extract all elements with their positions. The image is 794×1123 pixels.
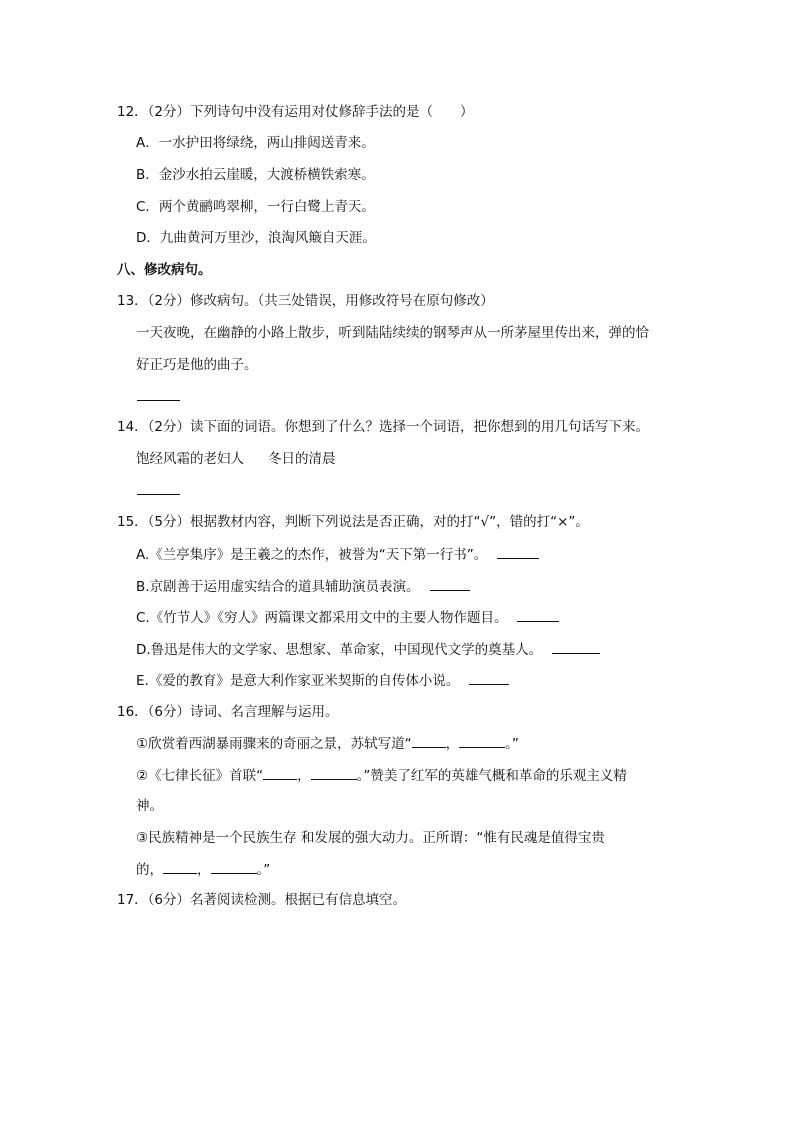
q16-item3-mid: ， bbox=[197, 862, 211, 878]
q15-stem: 15．（5分）根据教材内容，判断下列说法是否正确，对的打“√”，错的打“×”。 bbox=[117, 514, 589, 530]
q16-item2-mid: ， bbox=[297, 768, 311, 784]
q17-stem: 17．（6分）名著阅读检测。根据已有信息填空。 bbox=[117, 892, 407, 908]
q16-item2 bbox=[136, 766, 627, 784]
q15-item-e-text: E.《爱的教育》是意大利作家亚米契斯的自传体小说。 bbox=[136, 673, 460, 689]
q15-item-a-text: A.《兰亭集序》是王羲之的杰作，被誉为“天下第一行书”。 bbox=[136, 547, 488, 563]
q16-item1-post: 。” bbox=[505, 736, 519, 752]
q16-item3-blank2[interactable] bbox=[211, 860, 257, 874]
q14-stem: 14．（2分）读下面的词语。你想到了什么？选择一个词语，把你想到的用几句话写下来。 bbox=[117, 419, 650, 435]
q12-option-d: D．九曲黄河万里沙，浪淘风簸自天涯。 bbox=[136, 230, 376, 246]
q14-words bbox=[136, 450, 336, 468]
q16-item2-blank2[interactable] bbox=[311, 766, 357, 780]
q16-item3-pre: 的， bbox=[136, 862, 163, 878]
q13-text-line1: 一天夜晚，在幽静的小路上散步，听到陆陆续续的钢琴声从一所茅屋里传出来，弹的恰 bbox=[136, 325, 649, 341]
q16-item2-post: 。”赞美了红军的英雄气概和革命的乐观主义精 bbox=[356, 768, 627, 784]
q12-option-c: C．两个黄鹂鸣翠柳，一行白鹭上青天。 bbox=[136, 199, 375, 215]
q15-item-b bbox=[136, 577, 470, 595]
q16-item3-blank1[interactable] bbox=[163, 860, 197, 874]
q15-item-a bbox=[136, 545, 539, 563]
q15-item-a-blank[interactable] bbox=[497, 545, 539, 559]
q16-item1 bbox=[136, 734, 519, 752]
q13-answer-blank[interactable] bbox=[137, 400, 180, 401]
q16-item2-pre: ②《七律长征》首联“ bbox=[136, 768, 264, 784]
q15-item-e-blank[interactable] bbox=[469, 671, 509, 685]
q16-stem: 16．（6分）诗词、名言理解与运用。 bbox=[117, 704, 339, 720]
q16-item3-line2 bbox=[136, 860, 270, 878]
section-title: 八、修改病句。 bbox=[117, 262, 212, 278]
q15-item-c-text: C.《竹节人》《穷人》两篇课文都采用文中的主要人物作题目。 bbox=[136, 610, 508, 626]
q15-item-c bbox=[136, 608, 559, 626]
q13-text-line2: 好正巧是他的曲子。 bbox=[136, 357, 258, 373]
q16-item1-blank2[interactable] bbox=[459, 734, 505, 748]
q15-item-c-blank[interactable] bbox=[517, 608, 559, 622]
q16-item3-post: 。” bbox=[256, 862, 271, 878]
q15-item-e bbox=[136, 671, 509, 689]
q16-item2-line2: 神。 bbox=[136, 798, 163, 814]
q15-item-b-blank[interactable] bbox=[430, 577, 470, 591]
q15-item-d bbox=[136, 640, 600, 658]
q12-option-b: B．金沙水拍云崖暖，大渡桥横铁索寒。 bbox=[136, 167, 375, 183]
q15-item-b-text: B.京剧善于运用虚实结合的道具辅助演员表演。 bbox=[136, 579, 420, 595]
q12-option-a: A．一水护田将绿绕，两山排闼送青来。 bbox=[136, 135, 375, 151]
q14-word1: 饱经风霜的老妇人 bbox=[136, 451, 244, 467]
q16-item1-blank1[interactable] bbox=[412, 734, 446, 748]
q16-item3-line1: ③民族精神是一个民族生存 和发展的强大动力。正所谓：“惟有民魂是值得宝贵 bbox=[136, 830, 605, 846]
q14-answer-blank[interactable] bbox=[137, 494, 180, 495]
q13-stem: 13．（2分）修改病句。（共三处错误，用修改符号在原句修改） bbox=[117, 293, 494, 309]
q16-item1-pre: ①欣赏着西湖暴雨骤来的奇丽之景，苏轼写道“ bbox=[136, 736, 412, 752]
q14-word2: 冬日的清晨 bbox=[268, 451, 336, 467]
q12-stem: 12．（2分）下列诗句中没有运用对仗修辞手法的是（ ） bbox=[117, 104, 474, 120]
q15-item-d-blank[interactable] bbox=[552, 640, 600, 654]
q16-item2-blank1[interactable] bbox=[263, 766, 297, 780]
q16-item1-mid: ， bbox=[445, 736, 460, 752]
q15-item-d-text: D.鲁迅是伟大的文学家、思想家、革命家，中国现代文学的奠基人。 bbox=[136, 642, 543, 658]
